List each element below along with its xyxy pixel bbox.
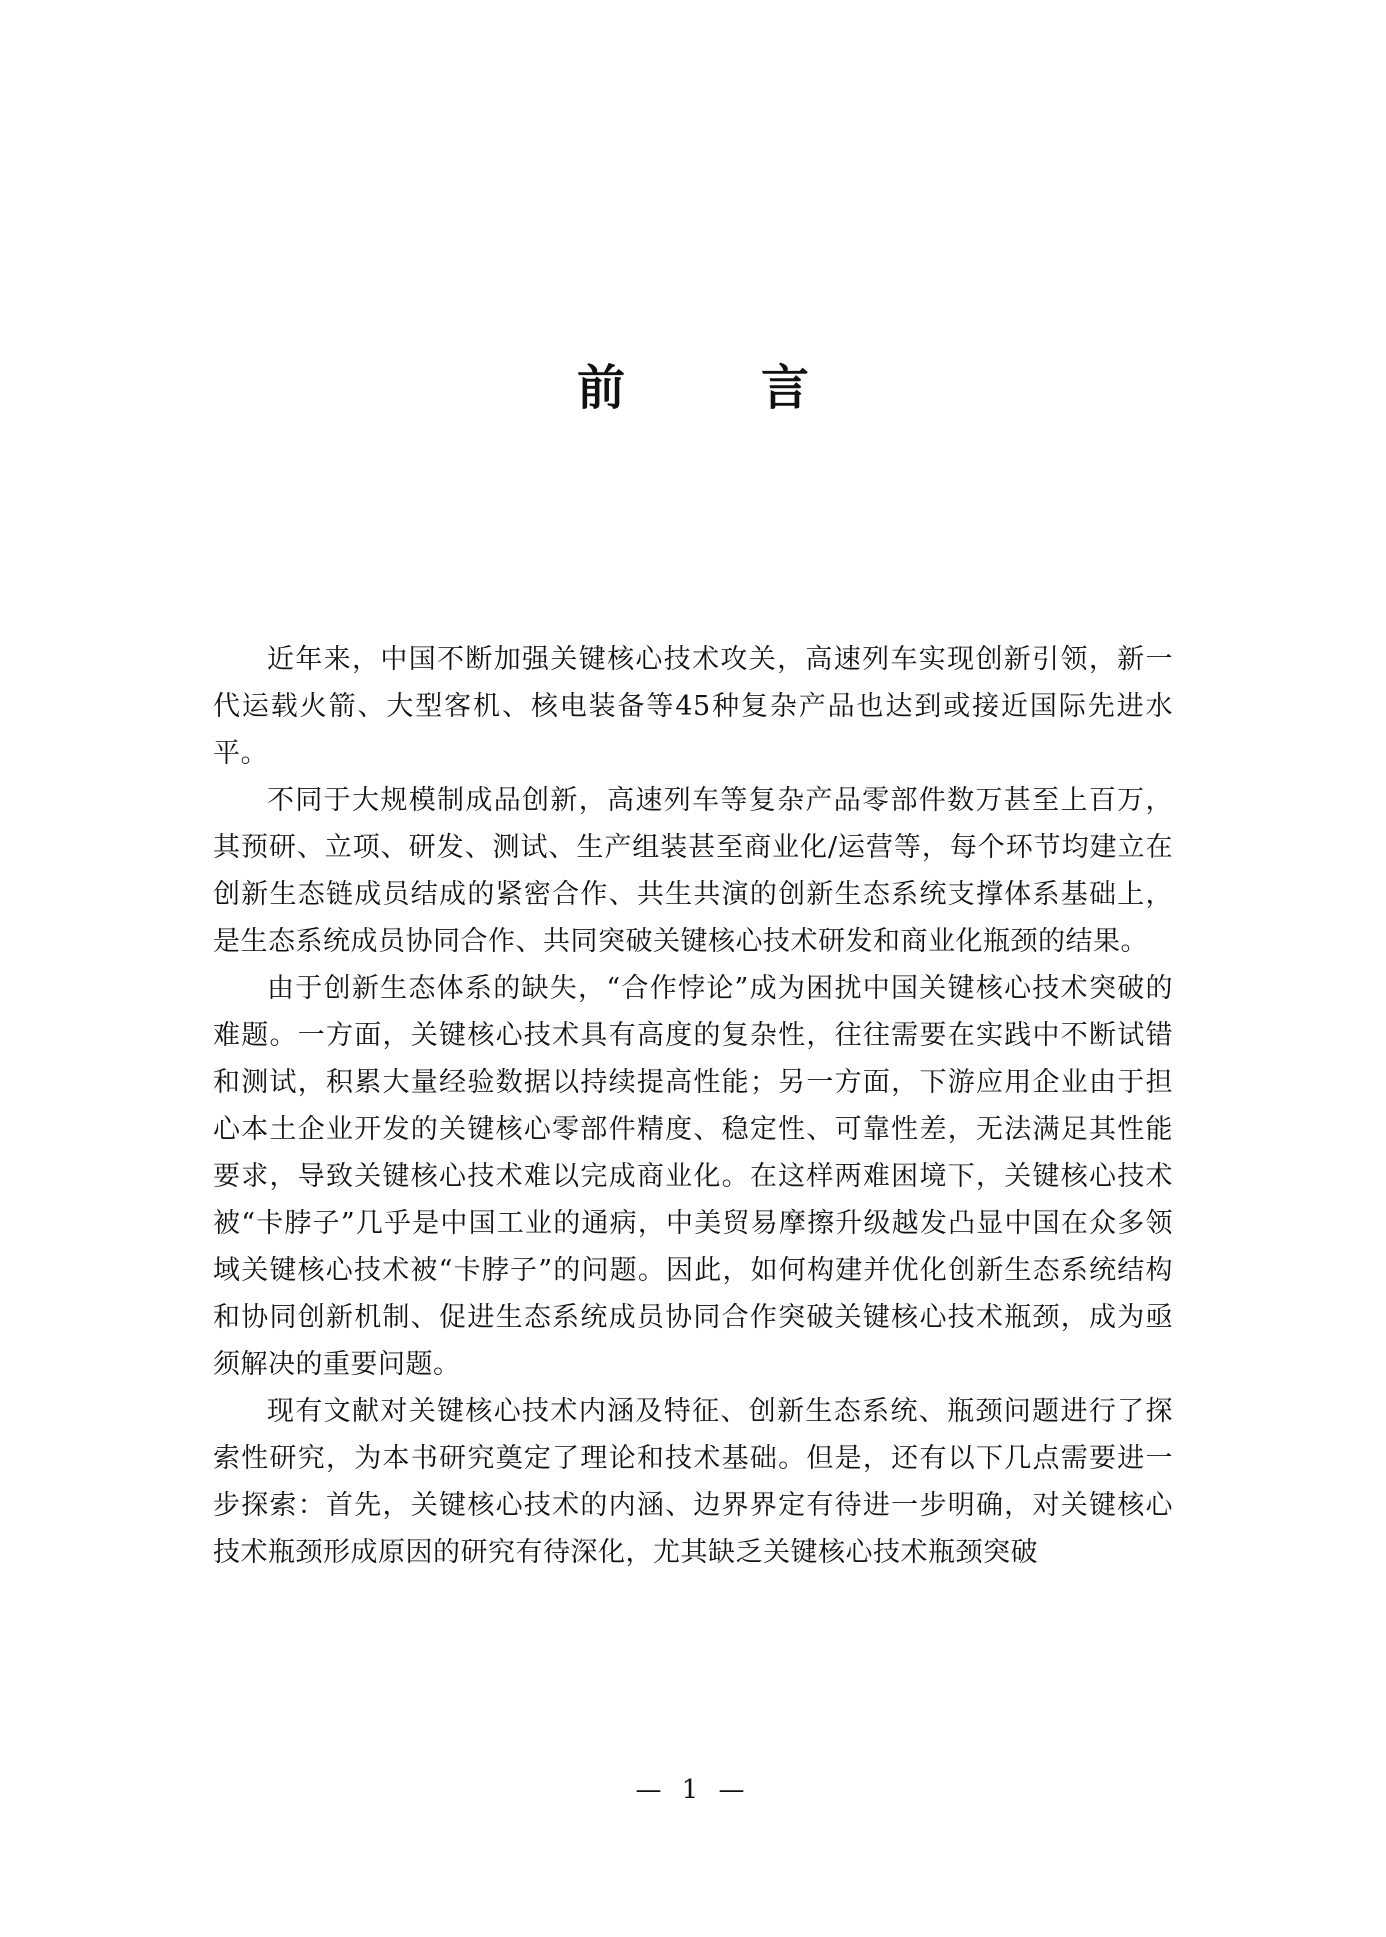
page-number: — 1 — (635, 1775, 751, 1805)
paragraph-1: 近年来，中国不断加强关键核心技术攻关，高速列车实现创新引领，新一代运载火箭、大型客机、核电装备等45种复杂产品也达到或接近国际先进水平。 (213, 644, 1173, 769)
paragraph-4: 现有文献对关键核心技术内涵及特征、创新生态系统、瓶颈问题进行了探索性研究，为本书研究奠定了理论和技术基础。但是，还有以下几点需要进一步探索：首先，关键核心技术的内涵、边界界定有待进一步明确，对关键核心技术瓶颈形成原因的研究有待深化，尤其缺乏关键核心技术瓶颈突破 (213, 1396, 1173, 1568)
page-title: 前 言 (576, 360, 853, 416)
paragraph-2: 不同于大规模制成品创新，高速列车等复杂产品零部件数万甚至上百万，其预研、立项、研发、测试、生产组装甚至商业化/运营等，每个环节均建立在创新生态链成员结成的紧密合作、共生共演的创新生态系统支撑体系基础上，是生态系统成员协同合作、共同突破关键核心技术研发和商业化瓶颈的结果。 (213, 785, 1173, 957)
body-text (213, 636, 1173, 1576)
paragraph-3: 由于创新生态体系的缺失，“合作悖论”成为困扰中国关键核心技术突破的难题。一方面，关键核心技术具有高度的复杂性，往往需要在实践中不断试错和测试，积累大量经验数据以持续提高性能；另一方面，下游应用企业由于担心本土企业开发的关键核心零部件精度、稳定性、可靠性差，无法满足其性能要求，导致关键核心技术难以完成商业化。在这样两难困境下，关键核心技术被“卡脖子”几乎是中国工业的通病，中美贸易摩擦升级越发凸显中国在众多领域关键核心技术被“卡脖子”的问题。因此，如何构建并优化创新生态系统结构和协同创新机制、促进生态系统成员协同合作突破关键核心技术瓶颈，成为亟须解决的重要问题。 (213, 973, 1173, 1380)
